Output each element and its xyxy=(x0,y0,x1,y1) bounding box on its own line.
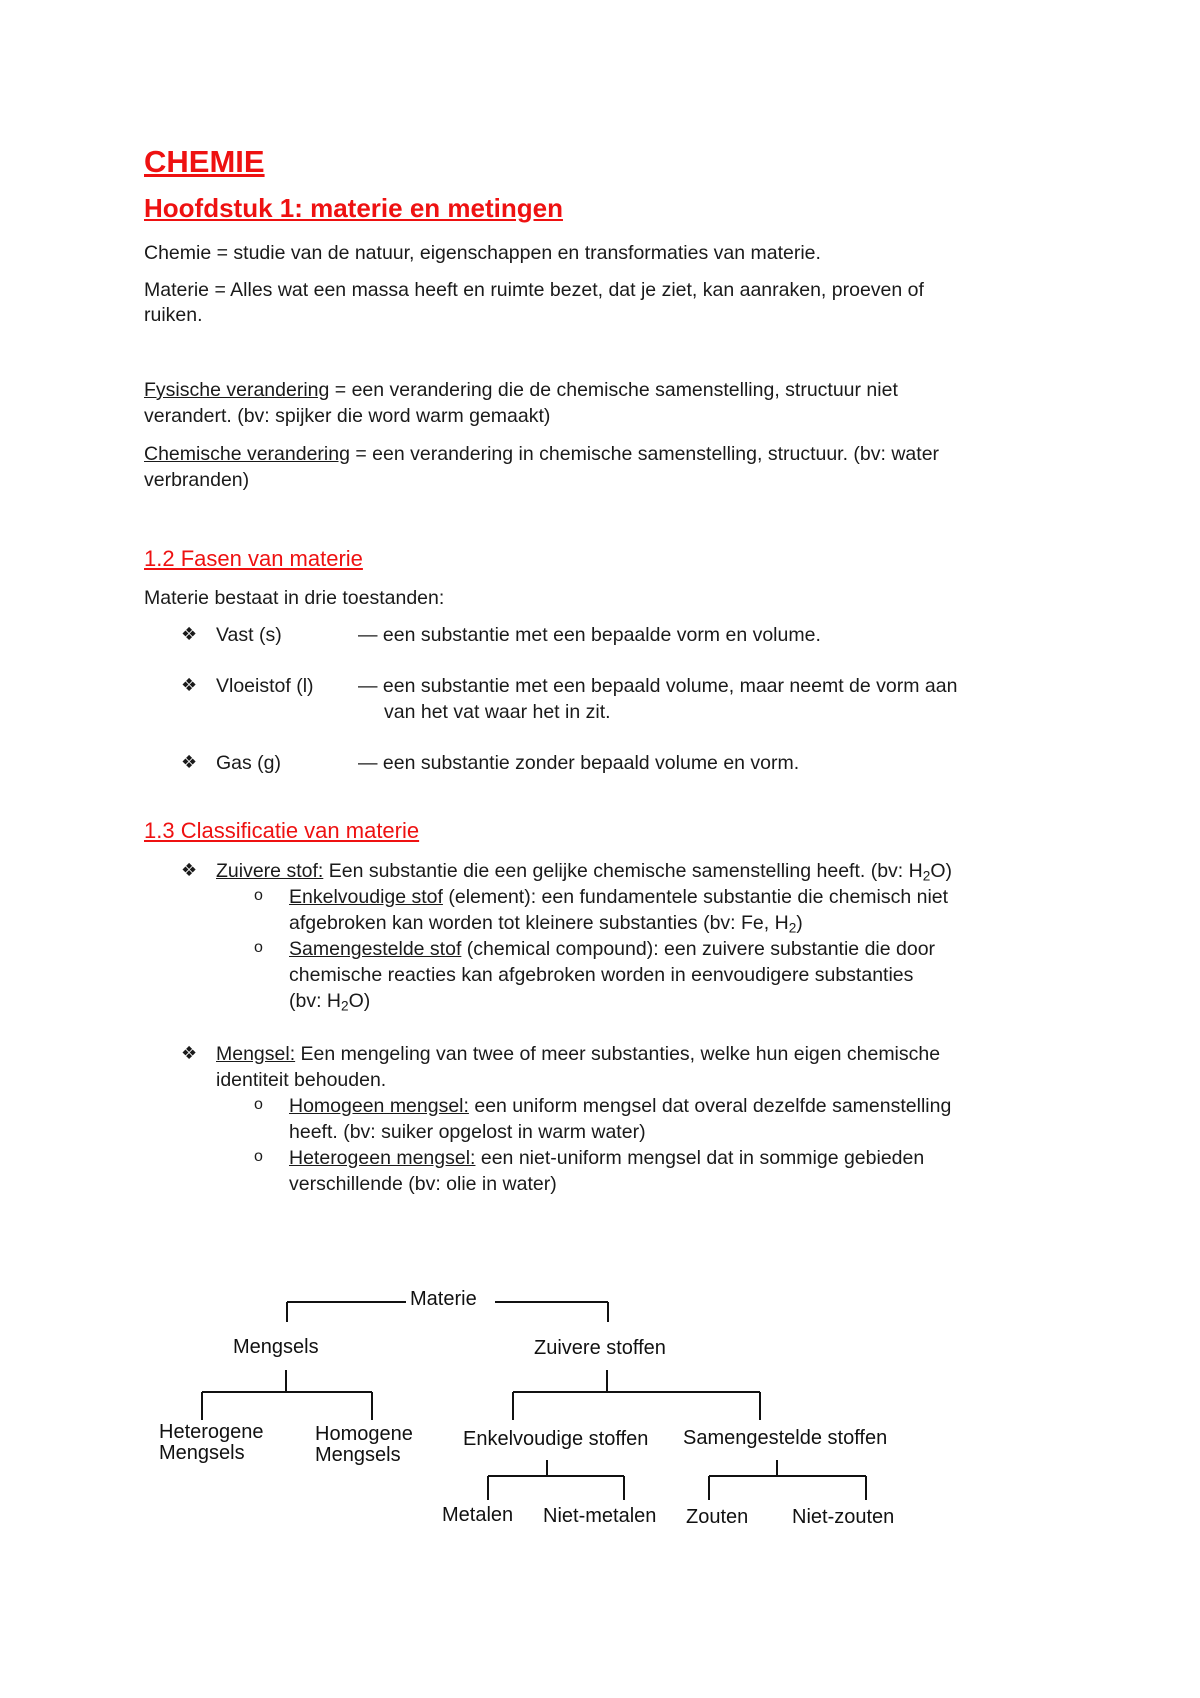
samengestelde-stof-text: (chemical compound): een zuivere substantie die door xyxy=(461,938,936,960)
fasen-intro: Materie bestaat in drie toestanden: xyxy=(144,587,445,609)
circle-bullet-icon: o xyxy=(254,887,263,904)
tree-node-zuivere-stoffen: Zuivere stoffen xyxy=(534,1337,666,1359)
tree-node-heterogene-line1: Heterogene xyxy=(159,1421,264,1443)
subscript: 2 xyxy=(341,998,349,1014)
document-title: CHEMIE xyxy=(144,144,265,179)
diamond-bullet-icon: ❖ xyxy=(181,675,198,695)
homogeen-mengsel-line2: heeft. (bv: suiker opgelost in warm water) xyxy=(289,1121,646,1143)
tree-node-samengestelde-stoffen: Samengestelde stoffen xyxy=(683,1427,888,1449)
tree-node-metalen: Metalen xyxy=(442,1504,514,1526)
tree-node-mengsels: Mengsels xyxy=(233,1336,319,1358)
phase-desc-vloeistof-line2: van het vat waar het in zit. xyxy=(384,701,611,723)
circle-bullet-icon: o xyxy=(254,939,263,956)
mengsel-term: Mengsel: xyxy=(216,1043,296,1065)
tree-connector-lines xyxy=(202,1302,866,1500)
chemie-definition: Chemie = studie van de natuur, eigenschappen en transformaties van materie. xyxy=(144,242,821,264)
mengsel-line2: identiteit behouden. xyxy=(216,1069,387,1091)
diamond-bullet-icon: ❖ xyxy=(181,624,198,644)
phase-name-gas: Gas (g) xyxy=(216,752,282,774)
phase-desc-gas: — een substantie zonder bepaald volume en vorm. xyxy=(358,752,800,774)
chemische-verandering-text: = een verandering in chemische samenstelling, structuur. (bv: water xyxy=(349,443,940,465)
heterogeen-mengsel-line2: verschillende (bv: olie in water) xyxy=(289,1173,557,1195)
mengsel-text: Een mengeling van twee of meer substanties, welke hun eigen chemische xyxy=(295,1043,941,1065)
tree-node-niet-zouten: Niet-zouten xyxy=(792,1506,895,1528)
heterogeen-mengsel-term: Heterogeen mengsel: xyxy=(289,1147,476,1169)
phase-name-vloeistof: Vloeistof (l) xyxy=(216,675,314,697)
circle-bullet-icon: o xyxy=(254,1148,263,1165)
enkelvoudige-stof-text: (element): een fundamentele substantie die chemisch niet xyxy=(442,886,949,908)
tree-node-heterogene-line2: Mengsels xyxy=(159,1442,245,1464)
circle-bullet-icon: o xyxy=(254,1096,263,1113)
phase-name-vast: Vast (s) xyxy=(216,624,282,646)
chemische-verandering-term: Chemische verandering xyxy=(144,443,350,465)
zuivere-stof-term: Zuivere stof: xyxy=(216,860,324,882)
phase-desc-vloeistof-line1: — een substantie met een bepaald volume, maar neemt de vorm aan xyxy=(358,675,958,697)
tree-node-homogene-line1: Homogene xyxy=(315,1423,413,1445)
tree-node-heterogene-mengsels xyxy=(159,1422,264,1464)
materie-definition-line2: ruiken. xyxy=(144,304,203,326)
fysische-verandering-line2: verandert. (bv: spijker die word warm gemaakt) xyxy=(144,405,551,427)
diamond-bullet-icon: ❖ xyxy=(181,752,198,772)
tree-node-enkelvoudige-stoffen: Enkelvoudige stoffen xyxy=(463,1428,649,1450)
section-heading-fasen: 1.2 Fasen van materie xyxy=(144,546,363,571)
chapter-title: Hoofdstuk 1: materie en metingen xyxy=(144,193,563,223)
tree-node-zouten: Zouten xyxy=(686,1506,749,1528)
samengestelde-stof-line2: chemische reacties kan afgebroken worden in eenvoudigere substanties xyxy=(289,964,914,986)
diamond-bullet-icon: ❖ xyxy=(181,1043,198,1063)
fysische-verandering-term: Fysische verandering xyxy=(144,379,330,401)
subscript: 2 xyxy=(788,920,797,936)
zuivere-stof-tail: O) xyxy=(930,860,952,882)
enkelvoudige-stof-term: Enkelvoudige stof xyxy=(289,886,443,908)
phase-desc-vast: — een substantie met een bepaalde vorm en volume. xyxy=(358,624,821,646)
chemische-verandering-line2: verbranden) xyxy=(144,469,250,491)
tree-node-niet-metalen: Niet-metalen xyxy=(543,1505,657,1527)
samengestelde-stof-text3: (bv: H xyxy=(289,990,342,1012)
homogeen-mengsel-text: een uniform mengsel dat overal dezelfde samenstelling xyxy=(468,1095,952,1117)
enkelvoudige-stof-text2: afgebroken kan worden tot kleinere substanties (bv: Fe, H xyxy=(289,912,789,934)
heterogeen-mengsel-text: een niet-uniform mengsel dat in sommige gebieden xyxy=(475,1147,925,1169)
fysische-verandering-text: = een verandering die de chemische samenstelling, structuur niet xyxy=(329,379,898,401)
samengestelde-stof-tail: O) xyxy=(348,990,371,1012)
tree-node-materie: Materie xyxy=(410,1288,477,1310)
tree-node-homogene-line2: Mengsels xyxy=(315,1444,401,1466)
samengestelde-stof-term: Samengestelde stof xyxy=(289,938,462,960)
subscript: 2 xyxy=(922,868,931,884)
enkelvoudige-stof-tail: ) xyxy=(796,912,803,934)
section-heading-classificatie: 1.3 Classificatie van materie xyxy=(144,818,420,843)
materie-definition-line1: Materie = Alles wat een massa heeft en ruimte bezet, dat je ziet, kan aanraken, proeven of xyxy=(144,279,924,301)
diamond-bullet-icon: ❖ xyxy=(181,860,198,880)
tree-node-homogene-mengsels xyxy=(315,1424,413,1466)
zuivere-stof-text: Een substantie die een gelijke chemische samenstelling heeft. (bv: H xyxy=(323,860,923,882)
homogeen-mengsel-term: Homogeen mengsel: xyxy=(289,1095,469,1117)
